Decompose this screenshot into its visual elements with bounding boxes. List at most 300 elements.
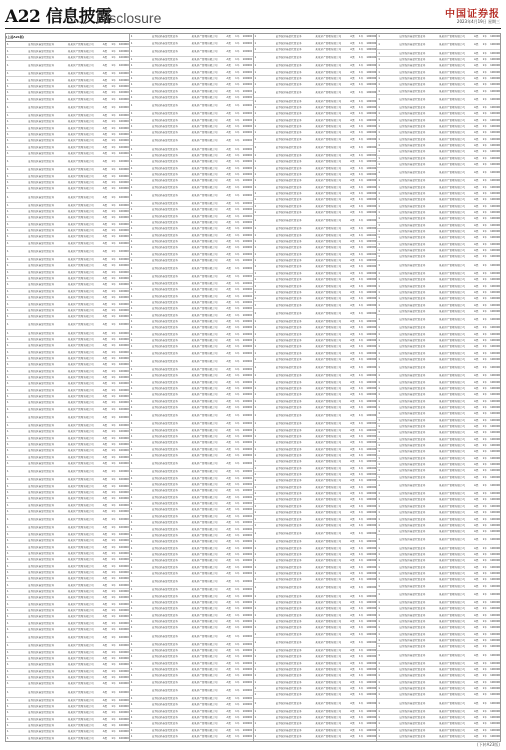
table-cell: 100000: [242, 214, 253, 218]
table-cell: 1: [378, 530, 380, 534]
table-cell: 100000: [242, 131, 253, 135]
table-cell: 证券投资基金托管业务: [28, 120, 55, 124]
table-cell: 100000: [490, 303, 500, 307]
table-cell: 某某资产管理有限公司: [315, 613, 342, 617]
table-cell: 证券投资基金托管业务: [275, 460, 302, 464]
table-cell: 1年: [235, 495, 240, 499]
table-cell: 1: [378, 284, 380, 288]
table-cell: A类: [350, 406, 355, 410]
table-cell: 100000: [118, 589, 129, 593]
table-cell: 证券投资基金托管业务: [151, 214, 178, 218]
table-cell: 某某资产管理有限公司: [439, 345, 465, 349]
table-cell: 证券投资基金托管业务: [275, 565, 302, 569]
table-cell: 某某资产管理有限公司: [315, 357, 342, 361]
table-cell: 1年: [358, 259, 364, 263]
table-cell: 证券投资基金托管业务: [28, 401, 55, 405]
table-cell: 某某资产管理有限公司: [191, 131, 218, 135]
table-cell: 100000: [490, 242, 500, 246]
table-cell: 某某资产管理有限公司: [191, 435, 218, 439]
table-cell: A类: [350, 613, 355, 617]
table-cell: 1: [130, 674, 133, 678]
table-cell: 证券投资基金托管业务: [28, 394, 55, 398]
table-cell: 证券投资基金托管业务: [275, 594, 302, 598]
table-cell: 1: [130, 386, 133, 390]
table-cell: 1: [254, 351, 257, 355]
table-cell: 证券投资基金托管业务: [399, 523, 426, 527]
table-cell: A类: [473, 163, 479, 167]
table-cell: 100000: [242, 580, 253, 584]
table-cell: A类: [473, 626, 479, 630]
table-cell: 100000: [366, 233, 377, 237]
table-cell: 某某资产管理有限公司: [191, 600, 218, 604]
table-cell: A类: [350, 716, 355, 720]
table-cell: 1年: [235, 95, 240, 99]
table-cell: 1: [378, 523, 380, 527]
table-cell: 1年: [482, 150, 487, 154]
table-cell: 100000: [490, 236, 500, 240]
table-cell: 1年: [235, 626, 240, 630]
table-cell: A类: [350, 99, 355, 103]
table-cell: 100000: [118, 97, 129, 101]
table-cell: 证券投资基金托管业务: [151, 661, 178, 665]
table-cell: 1年: [482, 204, 487, 208]
table-cell: 某某资产管理有限公司: [191, 728, 218, 732]
table-cell: 1: [254, 511, 257, 515]
table-cell: A类: [102, 724, 108, 728]
table-cell: A类: [226, 112, 231, 116]
table-cell: 证券投资基金托管业务: [28, 532, 55, 536]
table-cell: 1: [130, 661, 133, 665]
table-cell: 1年: [358, 632, 364, 636]
table-cell: 证券投资基金托管业务: [151, 240, 178, 244]
table-cell: 证券投资基金托管业务: [151, 359, 178, 363]
table-cell: 100000: [366, 145, 377, 149]
table-cell: 某某资产管理有限公司: [191, 559, 218, 563]
table-cell: 1年: [482, 475, 487, 479]
table-cell: A类: [102, 203, 108, 207]
table-cell: 证券投资基金托管业务: [151, 565, 178, 569]
table-cell: 证券投资基金托管业务: [399, 211, 426, 215]
table-cell: 某某资产管理有限公司: [439, 326, 465, 330]
table-cell: A类: [102, 615, 108, 619]
table-cell: 某某资产管理有限公司: [191, 64, 218, 68]
table-cell: 100000: [242, 414, 253, 418]
table-cell: A类: [473, 469, 479, 473]
table-cell: 1: [254, 613, 257, 617]
table-cell: 证券投资基金托管业务: [28, 235, 55, 239]
table-cell: A类: [102, 139, 108, 143]
table-cell: 1年: [482, 137, 487, 141]
table-cell: 1: [254, 41, 257, 45]
table-cell: 100000: [242, 233, 253, 237]
table-cell: 100000: [490, 498, 500, 502]
table-cell: A类: [102, 608, 108, 612]
table-cell: A类: [226, 393, 231, 397]
table-cell: A类: [473, 338, 479, 342]
continued-note: (下转A23版): [477, 742, 500, 747]
table-cell: 证券投资基金托管业务: [151, 294, 178, 298]
table-cell: 1: [378, 674, 380, 678]
table-cell: 1: [7, 650, 9, 654]
table-cell: 1年: [358, 701, 364, 705]
table-cell: 某某资产管理有限公司: [191, 374, 218, 378]
table-cell: 1年: [111, 478, 116, 482]
table-cell: 证券投资基金托管业务: [28, 151, 55, 155]
table-cell: 证券投资基金托管业务: [151, 139, 178, 143]
table-cell: 某某资产管理有限公司: [67, 126, 94, 130]
table-cell: 某某资产管理有限公司: [315, 47, 342, 51]
table-cell: 1: [7, 503, 9, 507]
table-cell: 100000: [490, 463, 500, 467]
table-cell: 1年: [235, 319, 240, 323]
table-cell: 100000: [366, 492, 377, 496]
table-cell: 某某资产管理有限公司: [439, 418, 465, 422]
table-cell: 1年: [358, 366, 364, 370]
table-cell: 1: [378, 469, 380, 473]
table-cell: 证券投资基金托管业务: [275, 693, 302, 697]
table-cell: 证券投资基金托管业务: [28, 78, 55, 82]
table-cell: 100000: [242, 642, 253, 646]
table-cell: A类: [350, 687, 355, 691]
table-cell: 1年: [111, 717, 116, 721]
table-cell: 100000: [490, 380, 500, 384]
table-cell: 1: [7, 577, 9, 581]
table-cell: 证券投资基金托管业务: [399, 204, 426, 208]
table-cell: 1年: [358, 578, 364, 582]
table-cell: 100000: [242, 435, 253, 439]
table-cell: 1年: [111, 181, 116, 185]
table-cell: 100000: [118, 258, 129, 262]
table-cell: 100000: [118, 187, 129, 191]
table-cell: 1: [7, 235, 9, 239]
table-column-block: [6, 34, 130, 741]
table-cell: 1: [7, 570, 9, 574]
table-cell: 100000: [118, 277, 129, 281]
table-cell: 100000: [118, 337, 129, 341]
table-cell: 1年: [235, 571, 240, 575]
table-cell: 证券投资基金托管业务: [28, 682, 55, 686]
table-cell: 证券投资基金托管业务: [28, 539, 55, 543]
table-cell: 某某资产管理有限公司: [191, 613, 218, 617]
table-row: [254, 583, 377, 593]
table-cell: 1: [378, 475, 380, 479]
table-cell: 证券投资基金托管业务: [151, 502, 178, 506]
table-cell: 1: [130, 319, 133, 323]
table-cell: 1年: [358, 414, 364, 418]
table-cell: 某某资产管理有限公司: [315, 473, 342, 477]
table-cell: 某某资产管理有限公司: [67, 663, 94, 667]
table-cell: 某某资产管理有限公司: [439, 198, 465, 202]
table-cell: 某某资产管理有限公司: [315, 674, 342, 678]
table-cell: 100000: [242, 252, 253, 256]
table-cell: 1: [7, 105, 9, 109]
table-cell: 证券投资基金托管业务: [399, 242, 426, 246]
table-cell: 1: [254, 674, 257, 678]
table-cell: 某某资产管理有限公司: [191, 76, 218, 80]
table-cell: 1: [254, 435, 257, 439]
table-cell: 证券投资基金托管业务: [275, 345, 302, 349]
table-cell: 1: [254, 466, 257, 470]
table-cell: 100000: [366, 366, 377, 370]
table-cell: 某某资产管理有限公司: [67, 503, 94, 507]
table-cell: A类: [102, 436, 108, 440]
table-cell: 证券投资基金托管业务: [28, 331, 55, 335]
table-cell: 100000: [366, 204, 377, 208]
table-cell: 1: [130, 607, 133, 611]
table-cell: 1年: [482, 338, 487, 342]
table-cell: 1年: [111, 315, 116, 319]
table-cell: 证券投资基金托管业务: [275, 466, 302, 470]
table-cell: A类: [226, 441, 231, 445]
table-cell: 证券投资基金托管业务: [399, 444, 426, 448]
table-cell: 证券投资基金托管业务: [28, 210, 55, 214]
table-cell: 1: [254, 357, 257, 361]
table-cell: 1: [7, 394, 9, 398]
table-cell: 1年: [111, 577, 116, 581]
table-cell: 某某资产管理有限公司: [315, 326, 342, 330]
table-cell: 某某资产管理有限公司: [439, 271, 465, 275]
table-cell: 100000: [242, 70, 253, 74]
table-cell: 某某资产管理有限公司: [191, 240, 218, 244]
table-cell: 某某资产管理有限公司: [191, 319, 218, 323]
table-cell: 1: [378, 318, 380, 322]
table-cell: 1年: [235, 514, 240, 518]
table-cell: A类: [226, 160, 231, 164]
table-cell: 证券投资基金托管业务: [28, 636, 55, 640]
table-cell: 1年: [111, 344, 116, 348]
table-cell: 某某资产管理有限公司: [67, 401, 94, 405]
table-cell: 100000: [490, 89, 500, 93]
table-cell: 1年: [482, 198, 487, 202]
table-cell: 100000: [242, 139, 253, 143]
table-cell: 1: [254, 70, 257, 74]
table-cell: 1年: [111, 43, 116, 47]
table-cell: 1年: [235, 594, 240, 598]
table-cell: 某某资产管理有限公司: [67, 589, 94, 593]
table-cell: 1年: [111, 72, 116, 76]
table-cell: 1: [254, 112, 257, 116]
table-cell: 1: [378, 483, 380, 487]
table-cell: A类: [102, 570, 108, 574]
table-cell: 100000: [118, 532, 129, 536]
table-cell: A类: [350, 607, 355, 611]
table-cell: 1年: [235, 338, 240, 342]
table-cell: 1: [7, 698, 9, 702]
table-cell: 1年: [482, 217, 487, 221]
table-cell: 证券投资基金托管业务: [28, 602, 55, 606]
table-cell: 1年: [235, 300, 240, 304]
table-cell: 某某资产管理有限公司: [191, 735, 218, 739]
table-cell: 100000: [490, 156, 500, 160]
table-cell: 100000: [490, 76, 500, 80]
table-row: [130, 357, 253, 367]
table-cell: 100000: [366, 485, 377, 489]
table-cell: 某某资产管理有限公司: [315, 311, 342, 315]
table-cell: 1年: [482, 483, 487, 487]
table-cell: 1年: [111, 430, 116, 434]
table-cell: 100000: [118, 583, 129, 587]
table-cell: 100000: [242, 326, 253, 330]
table-cell: 证券投资基金托管业务: [275, 504, 302, 508]
table-cell: 1: [378, 118, 380, 122]
table-cell: 证券投资基金托管业务: [399, 475, 426, 479]
table-cell: 1年: [358, 252, 364, 256]
table-cell: 1年: [358, 466, 364, 470]
table-cell: 证券投资基金托管业务: [275, 252, 302, 256]
table-cell: 1: [378, 345, 380, 349]
table-cell: 证券投资基金托管业务: [275, 380, 302, 384]
table-cell: A类: [473, 345, 479, 349]
table-cell: A类: [226, 345, 231, 349]
table-cell: 1年: [358, 137, 364, 141]
table-cell: 100000: [490, 517, 500, 521]
table-cell: 100000: [490, 483, 500, 487]
table-cell: 某某资产管理有限公司: [67, 375, 94, 379]
table-cell: 100000: [118, 323, 129, 327]
table-cell: 某某资产管理有限公司: [439, 230, 465, 234]
table-cell: 1: [378, 538, 380, 542]
table-cell: 某某资产管理有限公司: [67, 43, 94, 47]
table-cell: A类: [473, 552, 479, 556]
table-cell: 1: [130, 655, 133, 659]
table-cell: A类: [102, 308, 108, 312]
table-cell: 1年: [235, 454, 240, 458]
table-cell: 某某资产管理有限公司: [439, 70, 465, 74]
table-cell: 1年: [482, 619, 487, 623]
table-cell: 某某资产管理有限公司: [67, 187, 94, 191]
table-cell: 100000: [490, 211, 500, 215]
table-cell: 证券投资基金托管业务: [28, 241, 55, 245]
table-cell: 1: [7, 132, 9, 136]
table-cell: 某某资产管理有限公司: [315, 319, 342, 323]
table-cell: 1: [378, 668, 380, 672]
table-cell: 100000: [490, 57, 500, 61]
table-cell: 1: [254, 56, 257, 60]
table-cell: A类: [350, 56, 355, 60]
table-cell: A类: [350, 76, 355, 80]
table-cell: 某某资产管理有限公司: [439, 565, 465, 569]
table-cell: 某某资产管理有限公司: [315, 345, 342, 349]
table-cell: 1年: [111, 690, 116, 694]
table-cell: 某某资产管理有限公司: [191, 281, 218, 285]
table-cell: 证券投资基金托管业务: [28, 84, 55, 88]
table-cell: A类: [102, 717, 108, 721]
table-cell: 证券投资基金托管业务: [151, 728, 178, 732]
table-cell: 1: [254, 600, 257, 604]
table-cell: 1年: [235, 489, 240, 493]
table-cell: 1: [254, 380, 257, 384]
table-cell: 证券投资基金托管业务: [399, 185, 426, 189]
table-cell: 某某资产管理有限公司: [315, 351, 342, 355]
table-cell: 1年: [482, 565, 487, 569]
table-cell: 某某资产管理有限公司: [439, 607, 465, 611]
table-cell: 证券投资基金托管业务: [28, 264, 55, 268]
table-cell: 1: [378, 357, 380, 361]
table-cell: 证券投资基金托管业务: [28, 113, 55, 117]
table-cell: A类: [473, 351, 479, 355]
table-cell: 证券投资基金托管业务: [275, 76, 302, 80]
table-cell: 1: [7, 126, 9, 130]
table-cell: 某某资产管理有限公司: [315, 374, 342, 378]
table-cell: 1: [7, 596, 9, 600]
table-cell: 1年: [358, 687, 364, 691]
table-cell: 100000: [118, 375, 129, 379]
table-cell: 1: [378, 559, 380, 563]
table-cell: 1年: [111, 564, 116, 568]
table-cell: 1: [378, 185, 380, 189]
table-cell: 某某资产管理有限公司: [191, 166, 218, 170]
table-cell: 1年: [235, 540, 240, 544]
table-cell: 证券投资基金托管业务: [275, 326, 302, 330]
table-cell: 某某资产管理有限公司: [191, 399, 218, 403]
table-cell: 100000: [242, 281, 253, 285]
table-cell: A类: [350, 259, 355, 263]
table-cell: 1年: [235, 483, 240, 487]
table-cell: 1: [254, 319, 257, 323]
table-cell: 某某资产管理有限公司: [315, 297, 342, 301]
table-cell: 100000: [118, 91, 129, 95]
table-cell: 证券投资基金托管业务: [399, 179, 426, 183]
table-cell: 证券投资基金托管业务: [28, 711, 55, 715]
table-cell: 某某资产管理有限公司: [67, 650, 94, 654]
table-cell: A类: [473, 578, 479, 582]
table-cell: 1年: [235, 533, 240, 537]
table-cell: 1年: [482, 517, 487, 521]
table-cell: 1年: [482, 303, 487, 307]
table-cell: 1: [254, 532, 257, 536]
table-cell: 证券投资基金托管业务: [151, 173, 178, 177]
table-cell: 证券投资基金托管业务: [151, 179, 178, 183]
table-cell: 1: [254, 722, 257, 726]
table-cell: 某某资产管理有限公司: [67, 264, 94, 268]
table-cell: 1: [254, 297, 257, 301]
table-cell: 100000: [366, 680, 377, 684]
table-cell: A类: [473, 592, 479, 596]
table-cell: A类: [473, 450, 479, 454]
table-cell: 某某资产管理有限公司: [439, 498, 465, 502]
table-cell: 证券投资基金托管业务: [28, 669, 55, 673]
table-cell: A类: [226, 49, 231, 53]
table-cell: 证券投资基金托管业务: [28, 258, 55, 262]
table-cell: 1年: [111, 415, 116, 419]
table-cell: 某某资产管理有限公司: [191, 208, 218, 212]
table-cell: A类: [350, 586, 355, 590]
table-cell: 1年: [235, 559, 240, 563]
table-cell: 100000: [366, 124, 377, 128]
table-cell: 100000: [242, 221, 253, 225]
table-cell: 1年: [111, 518, 116, 522]
table-row: [6, 688, 129, 698]
table-cell: 证券投资基金托管业务: [399, 217, 426, 221]
table-cell: 证券投资基金托管业务: [399, 546, 426, 550]
table-cell: 证券投资基金托管业务: [399, 51, 426, 55]
table-cell: 1: [7, 97, 9, 101]
table-cell: 1年: [235, 613, 240, 617]
table-cell: 1年: [235, 240, 240, 244]
table-cell: 某某资产管理有限公司: [315, 380, 342, 384]
table-cell: 证券投资基金托管业务: [275, 166, 302, 170]
table-cell: 100000: [242, 41, 253, 45]
table-cell: 1: [7, 369, 9, 373]
table-cell: 1: [130, 435, 133, 439]
table-cell: 1: [7, 308, 9, 312]
table-cell: 某某资产管理有限公司: [439, 504, 465, 508]
table-cell: 某某资产管理有限公司: [439, 661, 465, 665]
table-cell: 某某资产管理有限公司: [67, 174, 94, 178]
table-cell: 证券投资基金托管业务: [399, 386, 426, 390]
table-cell: A类: [350, 319, 355, 323]
table-column-block: [130, 34, 254, 741]
